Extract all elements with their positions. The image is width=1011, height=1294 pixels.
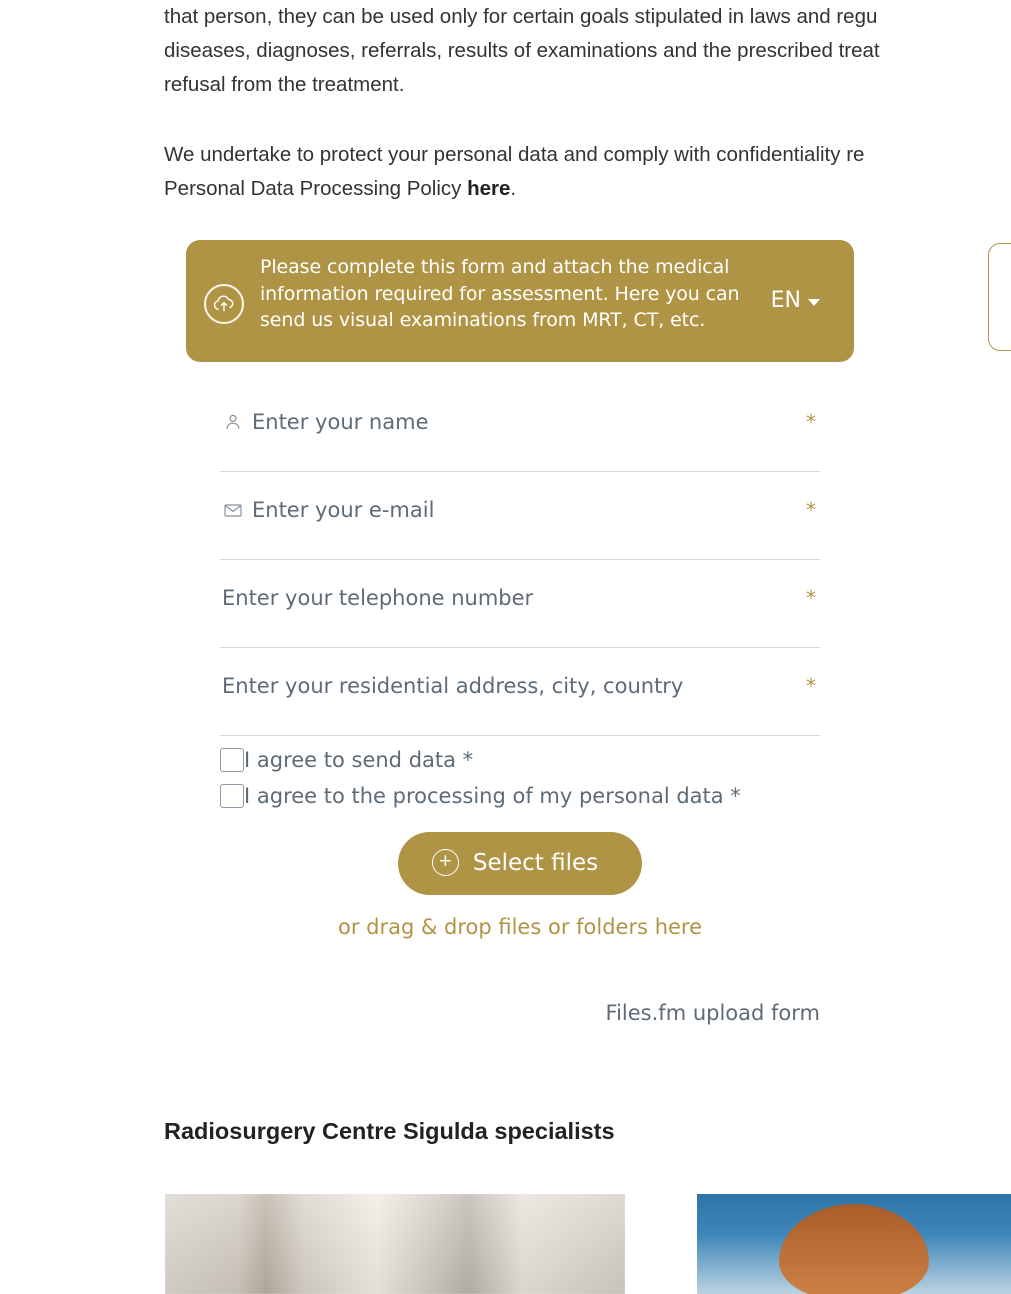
legal-line-2: diseases, diagnoses, referrals, results of examinations and the prescribed treat: [164, 39, 880, 62]
plus-icon: +: [432, 849, 459, 876]
required-marker: *: [806, 674, 816, 698]
envelope-icon: [222, 499, 244, 521]
send-data-checkbox[interactable]: [220, 748, 244, 772]
select-files-button[interactable]: [398, 832, 642, 895]
drag-drop-hint: or drag & drop files or folders here: [337, 915, 703, 939]
consent-row-processing: [220, 784, 820, 808]
legal-line-3: refusal from the treatment.: [164, 73, 405, 96]
upload-widget-header: [186, 240, 854, 362]
specialist-card-1[interactable]: [165, 1194, 625, 1294]
select-files-area: [186, 832, 854, 895]
person-icon: [222, 411, 244, 433]
cloud-upload-icon: [204, 284, 244, 324]
legal-paragraph-2: [164, 138, 1011, 206]
address-input[interactable]: [222, 674, 820, 698]
required-marker: *: [806, 586, 816, 610]
required-marker: *: [806, 410, 816, 434]
policy-link[interactable]: here: [467, 177, 511, 200]
field-email: [220, 472, 820, 560]
required-marker: *: [806, 498, 816, 522]
legal-line-5: Personal Data Processing Policy: [164, 177, 468, 200]
legal-line-1: that person, they can be used only for certain goals stipulated in laws and regu: [164, 5, 878, 28]
consent-row-send-data: [220, 748, 820, 772]
legal-paragraph-1: [164, 0, 1011, 102]
legal-line-4: We undertake to protect your personal data and comply with confidentiality re: [164, 143, 865, 166]
specialist-photo-1: [165, 1194, 625, 1294]
upload-form-fields: [186, 384, 854, 736]
specialists-heading: Radiosurgery Centre Sigulda specialists: [164, 1118, 615, 1144]
send-data-label: I agree to send data *: [244, 748, 474, 772]
legal-line-5-end: .: [510, 177, 517, 200]
field-telephone: [220, 560, 820, 648]
legal-text-block: [164, 0, 1011, 206]
upload-instructions: Please complete this form and attach the medical information required for assessment. Here you can send us visual examinations from MRT, CT, etc.: [260, 256, 740, 331]
name-input[interactable]: [252, 410, 820, 434]
email-input[interactable]: [252, 498, 820, 522]
field-name: [220, 384, 820, 472]
telephone-input[interactable]: [222, 586, 820, 610]
specialist-card-2[interactable]: [697, 1194, 1011, 1294]
specialist-photo-2: [697, 1194, 1011, 1294]
portrait-hair-shape: [779, 1204, 929, 1294]
processing-label: I agree to the processing of my personal data *: [244, 784, 741, 808]
consent-checkboxes: [186, 736, 854, 808]
select-files-label: Select files: [472, 849, 599, 876]
processing-checkbox[interactable]: [220, 784, 244, 808]
field-address: [220, 648, 820, 736]
language-selector-value: EN: [770, 288, 801, 313]
language-selector[interactable]: [771, 288, 820, 313]
chevron-down-icon: [808, 299, 820, 306]
files-fm-credit[interactable]: Files.fm upload form: [605, 1001, 820, 1025]
side-panel-partial: [988, 243, 1011, 351]
files-fm-upload-widget: [186, 240, 854, 1025]
